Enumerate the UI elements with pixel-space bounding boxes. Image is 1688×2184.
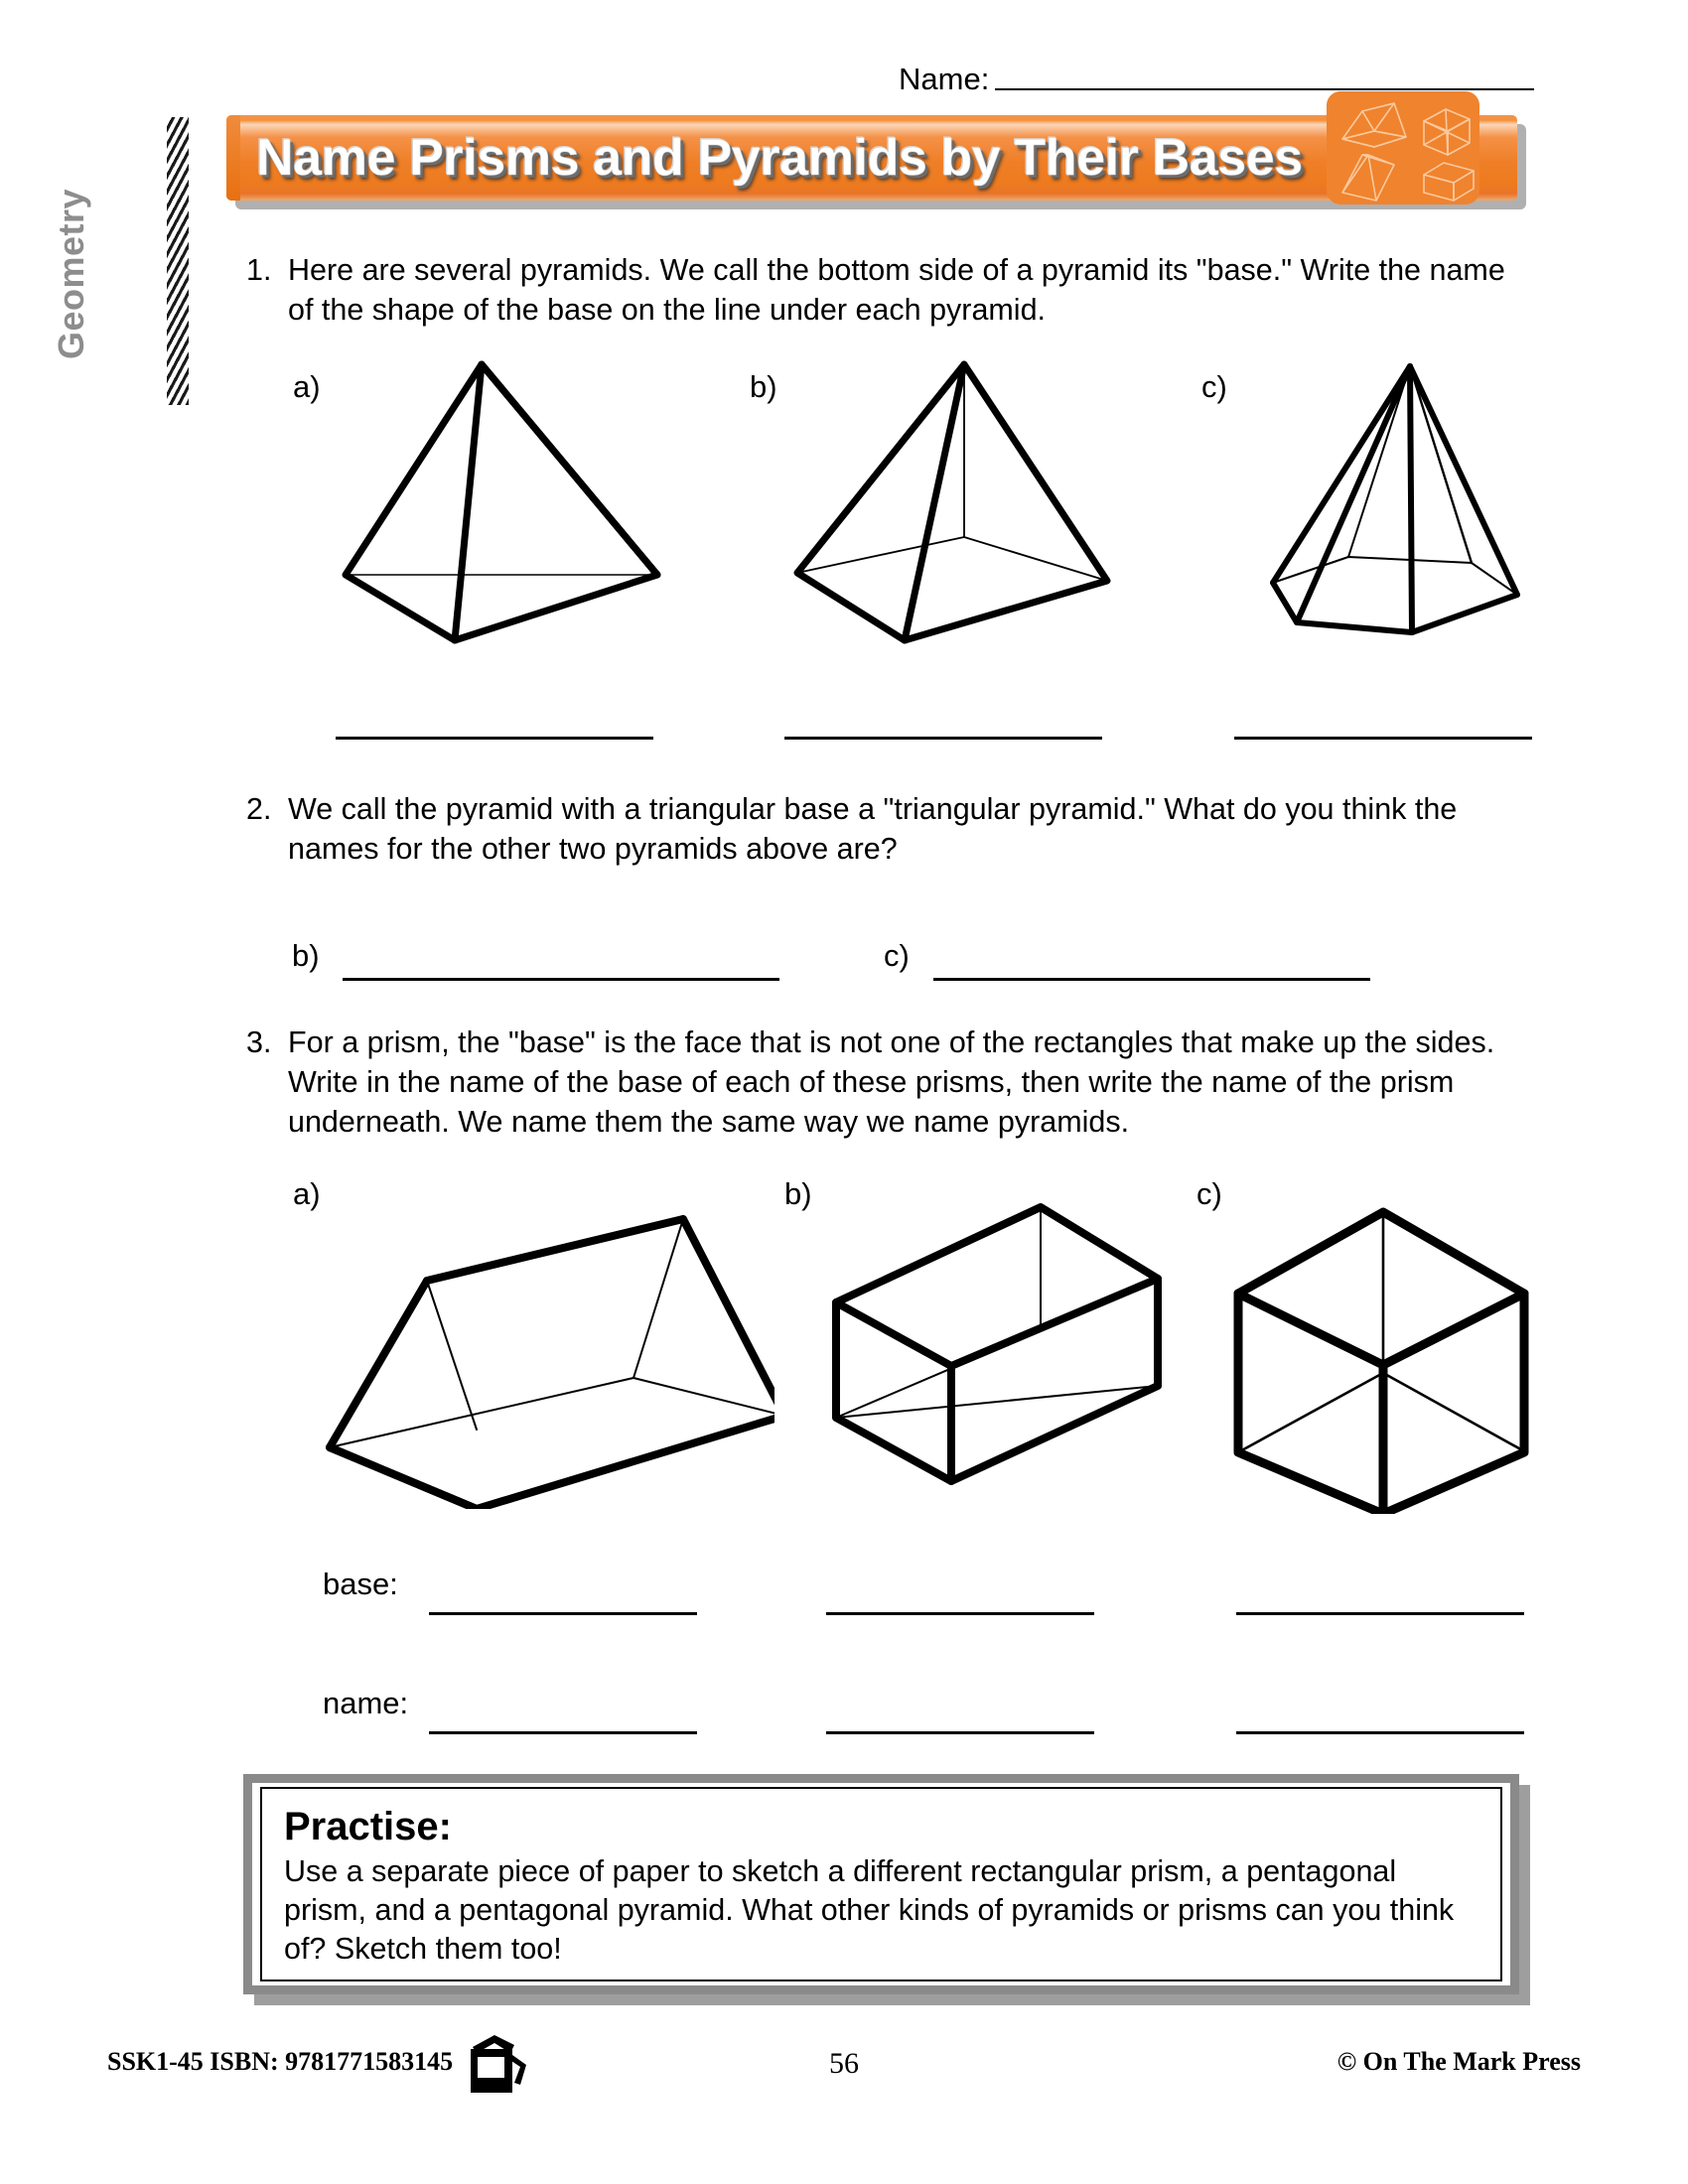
footer-copyright: © On The Mark Press	[1336, 2047, 1581, 2076]
page-number: 56	[829, 2047, 859, 2080]
name-answer-line-c[interactable]	[1236, 1731, 1524, 1734]
triangular-prism-figure	[318, 1181, 774, 1509]
question-1-answer-line-a[interactable]	[336, 737, 653, 740]
footer-product-code: SSK1-45 ISBN: 9781771583145	[107, 2047, 454, 2076]
title-banner-left-accent	[226, 115, 240, 201]
3d-shapes-wireframe-icon	[1329, 93, 1477, 203]
question-3-number: 3.	[246, 1025, 272, 1059]
question-3-item-b-letter: b)	[784, 1176, 812, 1211]
triangular-pyramid-figure	[338, 352, 695, 680]
page-title: Name Prisms and Pyramids by Their Bases	[256, 129, 1303, 187]
name-answer-line-b[interactable]	[826, 1731, 1094, 1734]
question-2-item-b-letter: b)	[292, 938, 320, 973]
sidebar-subject-tab	[0, 0, 189, 2184]
rectangular-prism-figure	[824, 1191, 1172, 1509]
question-2-answer-line-b[interactable]	[343, 978, 779, 981]
name-field-label: name:	[323, 1686, 409, 1720]
practise-box	[243, 1774, 1519, 1994]
question-1-item-c-letter: c)	[1201, 369, 1227, 404]
question-1-number: 1.	[246, 253, 272, 287]
page-footer	[0, 2047, 1688, 2107]
student-name-label: Name:	[899, 62, 990, 96]
question-3-text: For a prism, the "base" is the face that is not one of the rectangles that make up the sides. Write in the name of the base of each of these prisms, then write the name of the prism underneath. We name them the same way we name pyramids.	[288, 1025, 1495, 1139]
practise-box-inner	[260, 1787, 1502, 1981]
base-answer-line-a[interactable]	[429, 1612, 697, 1615]
question-1-item-b-letter: b)	[750, 369, 777, 404]
question-2-answer-line-c[interactable]	[933, 978, 1370, 981]
practise-text: Use a separate piece of paper to sketch a different rectangular prism, a pentagonal prism, and a pentagonal pyramid. What other kinds of pyramids or prisms can you think of? Sketch them too!	[284, 1854, 1455, 1966]
question-1-text: Here are several pyramids. We call the bottom side of a pyramid its "base." Write the name of the shape of the base on the line under each pyramid.	[288, 253, 1505, 327]
question-2-text: We call the pyramid with a triangular base a "triangular pyramid." What do you think the names for the other two pyramids above are?	[288, 792, 1458, 866]
student-name-write-line[interactable]	[995, 87, 1534, 90]
question-2-number: 2.	[246, 792, 272, 826]
sidebar-hatch-stripe-decoration	[167, 117, 189, 405]
square-pyramid-figure	[789, 352, 1137, 680]
question-2	[246, 789, 1517, 869]
question-1-item-a-letter: a)	[293, 369, 321, 404]
question-1-answer-line-b[interactable]	[784, 737, 1102, 740]
base-field-label: base:	[323, 1567, 398, 1601]
cube-figure	[1216, 1186, 1544, 1514]
base-answer-line-b[interactable]	[826, 1612, 1094, 1615]
question-1-answer-line-c[interactable]	[1234, 737, 1532, 740]
question-3	[246, 1023, 1522, 1142]
question-1	[246, 250, 1517, 330]
question-2-item-c-letter: c)	[884, 938, 910, 973]
base-answer-line-c[interactable]	[1236, 1612, 1524, 1615]
title-banner	[226, 115, 1517, 201]
name-answer-line-a[interactable]	[429, 1731, 697, 1734]
student-name-row	[899, 62, 1534, 97]
practise-title: Practise:	[284, 1805, 452, 1848]
question-3-item-a-letter: a)	[293, 1176, 321, 1211]
hexagonal-pyramid-figure	[1231, 352, 1559, 680]
question-3-item-c-letter: c)	[1196, 1176, 1222, 1211]
sidebar-subject-label: Geometry	[51, 188, 91, 360]
